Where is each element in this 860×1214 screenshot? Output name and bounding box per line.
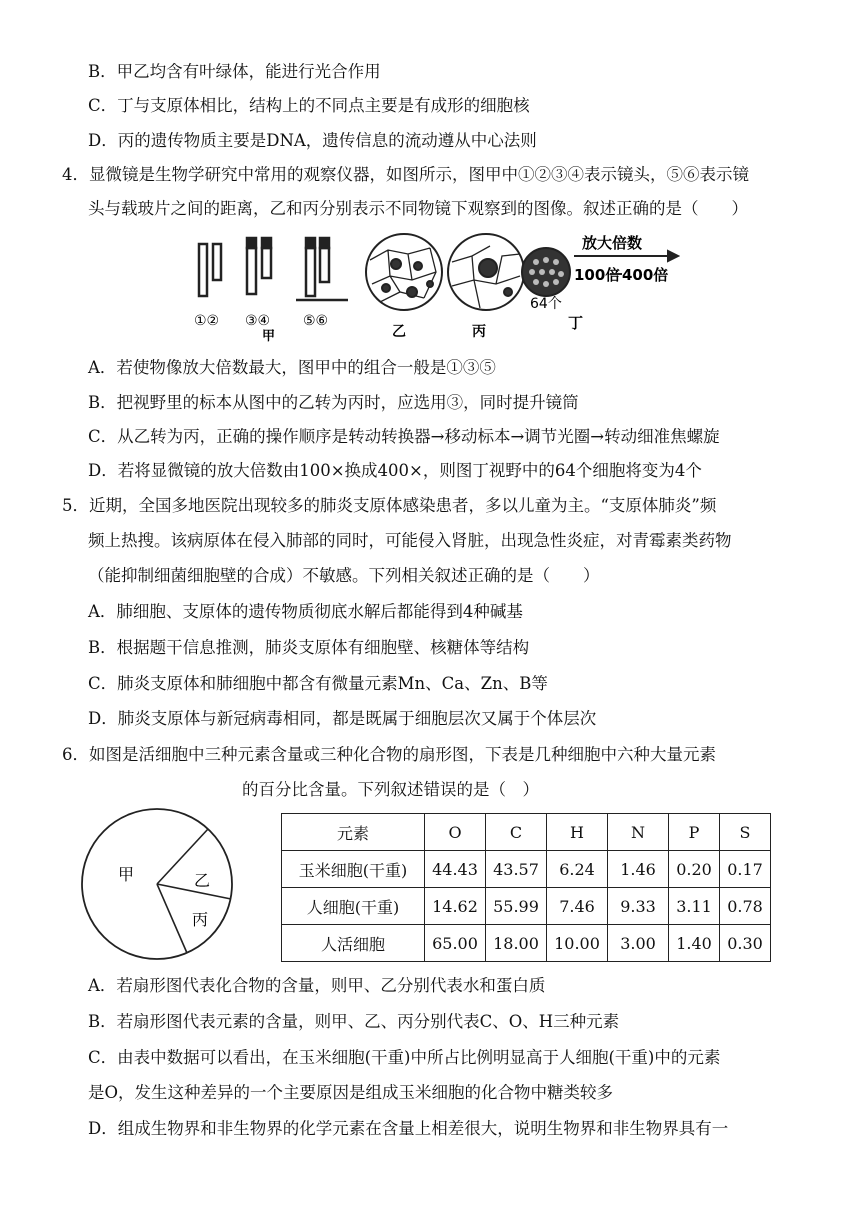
q4-stem-line2: 头与载玻片之间的距离，乙和丙分别表示不同物镜下观察到的图像。叙述正确的是（ ） — [88, 199, 748, 218]
q5-stem-line2: 频上热搜。该病原体在侵入肺部的同时，可能侵入肾脏，出现急性炎症，对青霉素类药物 — [88, 531, 732, 550]
lens-label-56: ⑤⑥ — [303, 313, 329, 329]
table-cell: 人活细胞 — [282, 925, 425, 962]
element-content-table — [281, 813, 771, 962]
view-bing — [448, 234, 524, 310]
table-cell: 3.00 — [608, 925, 669, 962]
q4-option-d: D．若将显微镜的放大倍数由100×换成400×，则图丁视野中的64个细胞将变为4个 — [88, 461, 702, 480]
q6-option-c-line1: C．由表中数据可以看出，在玉米细胞(干重)中所占比例明显高于人细胞(干重)中的元素 — [88, 1048, 721, 1067]
objective-lenses — [247, 238, 271, 294]
table-header-cell: S — [720, 814, 771, 851]
q6-stem-line1: 6．如图是活细胞中三种元素含量或三种化合物的扇形图，下表是几种细胞中六种大量元素 — [62, 745, 716, 764]
label-bing: 丙 — [472, 324, 486, 340]
table-cell: 44.43 — [425, 851, 486, 888]
mag-from: 100倍 — [574, 266, 621, 284]
view-ding — [522, 248, 570, 296]
q5-stem-line3: （能抑制细菌细胞壁的合成）不敏感。下列相关叙述正确的是（ ） — [88, 566, 600, 585]
table-cell: 3.11 — [669, 888, 720, 925]
microscope-figure — [190, 232, 680, 344]
label-jia: 甲 — [262, 329, 276, 344]
table-header-cell: O — [425, 814, 486, 851]
arrow-title: 放大倍数 — [582, 234, 643, 252]
q5-option-b: B．根据题干信息推测，肺炎支原体有细胞壁、核糖体等结构 — [88, 638, 530, 657]
mag-to: 400倍 — [622, 266, 669, 284]
q3-option-c: C．丁与支原体相比，结构上的不同点主要是有成形的细胞核 — [88, 96, 530, 115]
table-cell: 6.24 — [547, 851, 608, 888]
table-cell: 43.57 — [486, 851, 547, 888]
table-header-cell: 元素 — [282, 814, 425, 851]
table-header-cell: N — [608, 814, 669, 851]
q5-option-c: C．肺炎支原体和肺细胞中都含有微量元素Mn、Ca、Zn、B等 — [88, 674, 548, 693]
lens-label-34: ③④ — [245, 313, 271, 329]
table-cell: 玉米细胞(干重) — [282, 851, 425, 888]
table-header-cell: C — [486, 814, 547, 851]
q5-stem-line1: 5．近期，全国多地医院出现较多的肺炎支原体感染患者，多以儿童为主。“支原体肺炎”频 — [62, 496, 717, 515]
label-ding: 丁 — [568, 314, 584, 332]
q6-stem-line2: 的百分比含量。下列叙述错误的是（ ） — [242, 780, 539, 799]
table-cell: 14.62 — [425, 888, 486, 925]
q3-option-b: B．甲乙均含有叶绿体，能进行光合作用 — [88, 62, 381, 81]
table-cell: 10.00 — [547, 925, 608, 962]
lens-label-12: ①② — [194, 313, 220, 329]
q3-option-d: D．丙的遗传物质主要是DNA，遗传信息的流动遵从中心法则 — [88, 131, 537, 150]
q5-option-d: D．肺炎支原体与新冠病毒相同，都是既属于细胞层次又属于个体层次 — [88, 709, 597, 728]
table-header-cell: P — [669, 814, 720, 851]
table-header-cell: H — [547, 814, 608, 851]
label-yi: 乙 — [392, 324, 406, 340]
q6-option-d: D．组成生物界和非生物界的化学元素在含量上相差很大，说明生物界和非生物界具有一 — [88, 1119, 729, 1138]
objective-slide-distance — [296, 238, 348, 300]
table-cell: 0.30 — [720, 925, 771, 962]
eyepiece-lenses — [199, 244, 221, 296]
table-cell: 0.17 — [720, 851, 771, 888]
table-cell: 18.00 — [486, 925, 547, 962]
magnification-arrow — [574, 251, 678, 261]
q5-option-a: A．肺细胞、支原体的遗传物质彻底水解后都能得到4种碱基 — [88, 602, 523, 621]
pie-label-yi: 乙 — [194, 871, 211, 890]
q6-option-c-line2: 是O，发生这种差异的一个主要原因是组成玉米细胞的化合物中糖类较多 — [88, 1083, 614, 1102]
q4-stem-line1: 4．显微镜是生物学研究中常用的观察仪器，如图所示，图甲中①②③④表示镜头，⑤⑥表示镜 — [62, 165, 749, 184]
q6-option-a: A．若扇形图代表化合物的含量，则甲、乙分别代表水和蛋白质 — [88, 976, 546, 995]
pie-label-bing: 丙 — [192, 910, 209, 929]
q4-option-b: B．把视野里的标本从图中的乙转为丙时，应选用③，同时提升镜筒 — [88, 393, 579, 412]
table-cell: 65.00 — [425, 925, 486, 962]
table-cell: 55.99 — [486, 888, 547, 925]
q4-option-a: A．若使物像放大倍数最大，图甲中的组合一般是①③⑤ — [88, 358, 496, 377]
q6-option-b: B．若扇形图代表元素的含量，则甲、乙、丙分别代表C、O、H三种元素 — [88, 1012, 620, 1031]
table-cell: 0.20 — [669, 851, 720, 888]
table-row — [282, 925, 771, 962]
pie-figure — [80, 804, 240, 966]
table-cell: 人细胞(干重) — [282, 888, 425, 925]
table-cell: 1.46 — [608, 851, 669, 888]
table-cell: 0.78 — [720, 888, 771, 925]
pie-label-jia: 甲 — [118, 865, 135, 884]
q4-option-c: C．从乙转为丙，正确的操作顺序是转动转换器→移动标本→调节光圈→转动细准焦螺旋 — [88, 427, 720, 446]
view-yi — [366, 234, 442, 310]
count-label: 64个 — [530, 296, 562, 312]
table-cell: 9.33 — [608, 888, 669, 925]
table-row — [282, 888, 771, 925]
table-cell: 1.40 — [669, 925, 720, 962]
table-cell: 7.46 — [547, 888, 608, 925]
table-row — [282, 851, 771, 888]
table-header-row — [282, 814, 771, 851]
